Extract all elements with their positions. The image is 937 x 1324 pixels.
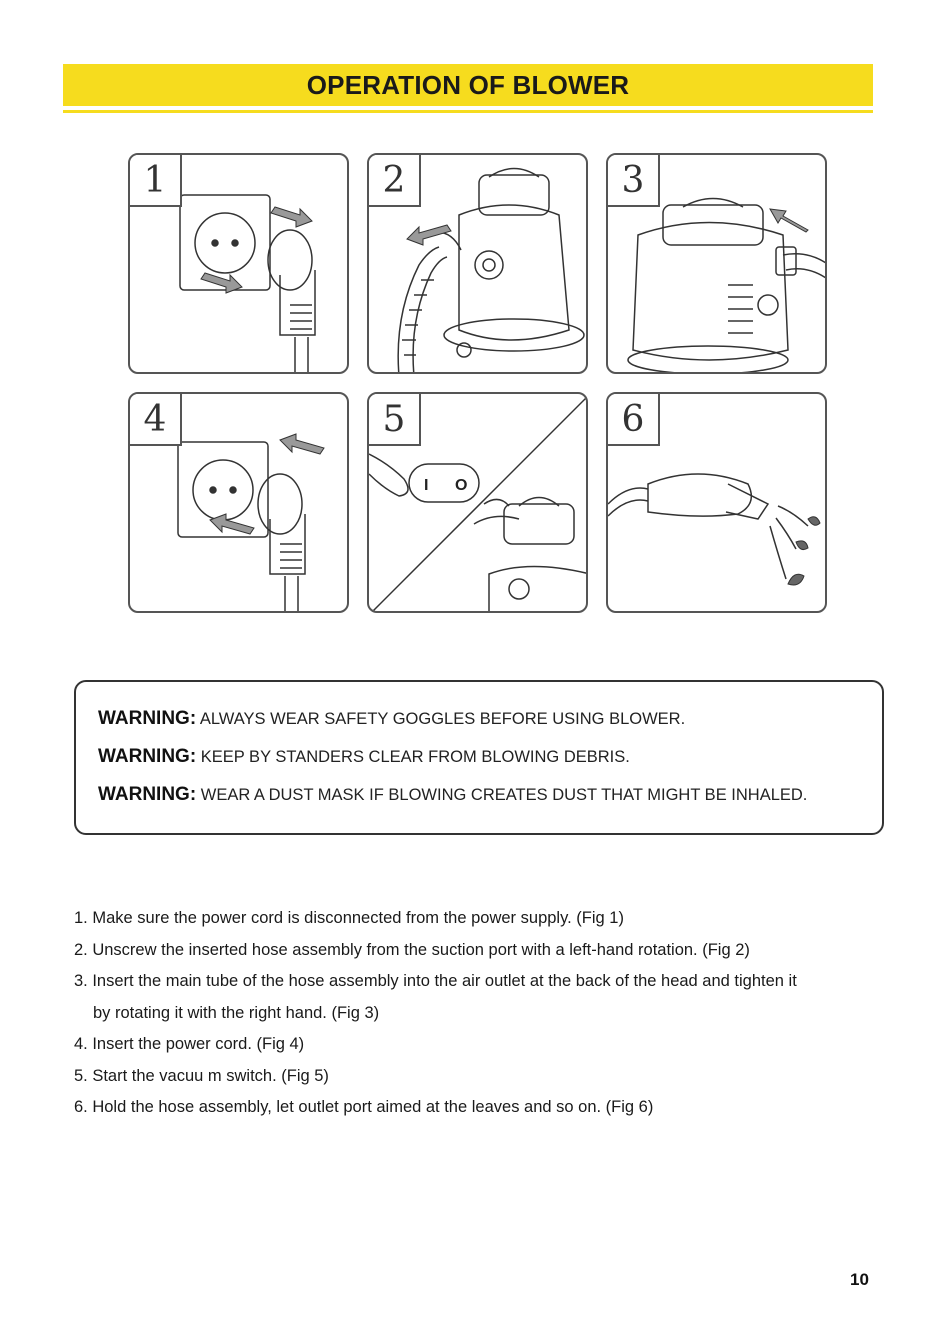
- warning-text: KEEP BY STANDERS CLEAR FROM BLOWING DEBRIS.: [200, 748, 630, 766]
- title-underline: [63, 110, 873, 113]
- title-banner: [63, 64, 873, 106]
- warning-text: ALWAYS WEAR SAFETY GOGGLES BEFORE USING BLOWER.: [199, 710, 686, 728]
- step-item-continuation: by rotating it with the right hand. (Fig 3): [93, 1003, 380, 1022]
- figure-4: [128, 392, 349, 613]
- figure-number: 4: [130, 394, 182, 446]
- switch-on-label: I: [424, 477, 429, 494]
- step-item: 6. Hold the hose assembly, let outlet port aimed at the leaves and so on. (Fig 6): [74, 1098, 654, 1116]
- figure-number: 3: [608, 155, 660, 207]
- warning-line: [98, 784, 807, 806]
- warning-label: WARNING:: [98, 746, 197, 767]
- warning-box: [74, 680, 884, 835]
- figure-5: [367, 392, 588, 613]
- figure-number: 5: [369, 394, 421, 446]
- warning-text: WEAR A DUST MASK IF BLOWING CREATES DUST THAT MIGHT BE INHALED.: [200, 786, 808, 804]
- figure-3: [606, 153, 827, 374]
- warning-label: WARNING:: [98, 784, 197, 805]
- step-item: 1. Make sure the power cord is disconnected from the power supply. (Fig 1): [74, 909, 624, 927]
- switch-off-label: O: [455, 477, 468, 494]
- step-item: 4. Insert the power cord. (Fig 4): [74, 1035, 305, 1053]
- figure-number: 2: [369, 155, 421, 207]
- step-item: 5. Start the vacuu m switch. (Fig 5): [74, 1066, 329, 1085]
- figure-1: [128, 153, 349, 374]
- warning-line: [98, 746, 630, 768]
- figure-number: 6: [608, 394, 660, 446]
- warning-line: [98, 708, 685, 730]
- step-item: 2. Unscrew the inserted hose assembly from the suction port with a left-hand rotation. (Fig 2): [74, 940, 750, 959]
- page-title: OPERATION OF BLOWER: [306, 69, 630, 100]
- figure-2: [367, 153, 588, 374]
- instruction-steps: [74, 903, 874, 1124]
- figure-number: 1: [130, 155, 182, 207]
- step-item: 3. Insert the main tube of the hose assembly into the air outlet at the back of the head and tighten it: [74, 972, 797, 990]
- page-number: 10: [850, 1270, 869, 1289]
- warning-label: WARNING:: [98, 708, 197, 729]
- figure-6: [606, 392, 827, 613]
